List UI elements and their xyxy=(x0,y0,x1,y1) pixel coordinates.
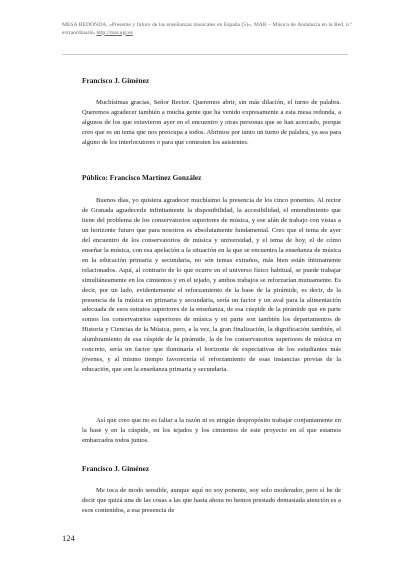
header-link[interactable]: http://mar.ugr.es xyxy=(96,29,133,36)
header-divider xyxy=(62,54,348,55)
paragraph-3: Así que creo que no es faltar a la razón ni es ningún despropósito trabajar conjuntamente en la base y en la cúspide, en los tejados y los cimientos de este proyecto en el que estamos embarcados todos juntos. xyxy=(82,417,341,444)
speaker-heading-public: Público: Francisco Martínez González xyxy=(82,173,202,182)
paragraph-1: Muchísimas gracias, Señor Rector. Queremos abrir, sin más dilación, el turno de palabra. Queremos agradecer también a mucha gente que ha venido expresamente a esta mesa redonda, a algunos de los que estuvieron ayer en el encuentro y otras personas que se han acercado, porque creo que es un tema que nos preocupa a todos. Abrimos por tanto un turno de palabra, ya sea para alguno de los interlocutores o para que contesten los asistentes. xyxy=(82,99,341,146)
paragraph-4: Me toca de modo sensible, aunque aquí no soy ponente, soy solo moderador, pero sí he de decir que quizá una de las cosas a las que hasta ahora no hemos prestado demasiada atención es a esos contenidos, a esa presencia de xyxy=(82,487,341,514)
speaker-heading-1: Francisco J. Giménez xyxy=(82,76,150,85)
page-number: 124 xyxy=(62,533,75,543)
header-citation: MESA REDONDA, «Presente y futuro de las enseñanzas musicales en España (5)», MAR – Música de Andalucía en la Red, n.º extraordinario, xyxy=(62,22,352,36)
paragraph-2: Buenos días, yo quisiera agradecer muchísimo la presencia de los cinco ponentes. Al rector de Granada agradecerle infinitamente la disponibilidad, la accesibilidad, el entendimiento que tiene del problema de los conservatorios superiores de música, y ese afán de trabajo con vistas a un horizonte futuro que para nosotros es absolutamente fundamental. Creo que el tema de ayer del encuentro de los conservatorios de música y universidad, y el tema de hoy, el de cómo enseñar la música, con esa apelación a la situación en la que se encuentra la enseñanza de música en la educación primaria y secundaria, no son temas extraños, más bien están íntimamente relacionados. Aquí, al contrario de lo que ocurre en el universo físico habitual, se puede trabajar simultáneamente en los cimientos y en el tejado, y ambos trabajos se reforzarían mutuamente. Es decir, por un lado, evidentemente el reforzamiento de la base de la pirámide, es decir, de la presencia de la música en primaria y secundaria, sería un factor y un aval para la alimentación adecuada de esos estratos superiores de la enseñanza, de esa cúspide de la pirámide que en parte somos los conservatorios superiores de música y en parte son también los departamentos de Historia y Ciencias de la Música, pero, a la vez, la gran finalización, la dignificación también, el alumbramiento de esa cúspide de la pirámide, la de los conservatorios superiores de música en concreto, sería un factor que iluminaría el horizonte de expectativas de los estudiantes más jóvenes, y al mismo tiempo favorecería el reforzamiento de esas instancias previas de la educación, que son la enseñanza primaria y secundaria. xyxy=(82,197,341,374)
page-header xyxy=(62,22,352,37)
speaker-heading-2: Francisco J. Giménez xyxy=(82,464,150,473)
